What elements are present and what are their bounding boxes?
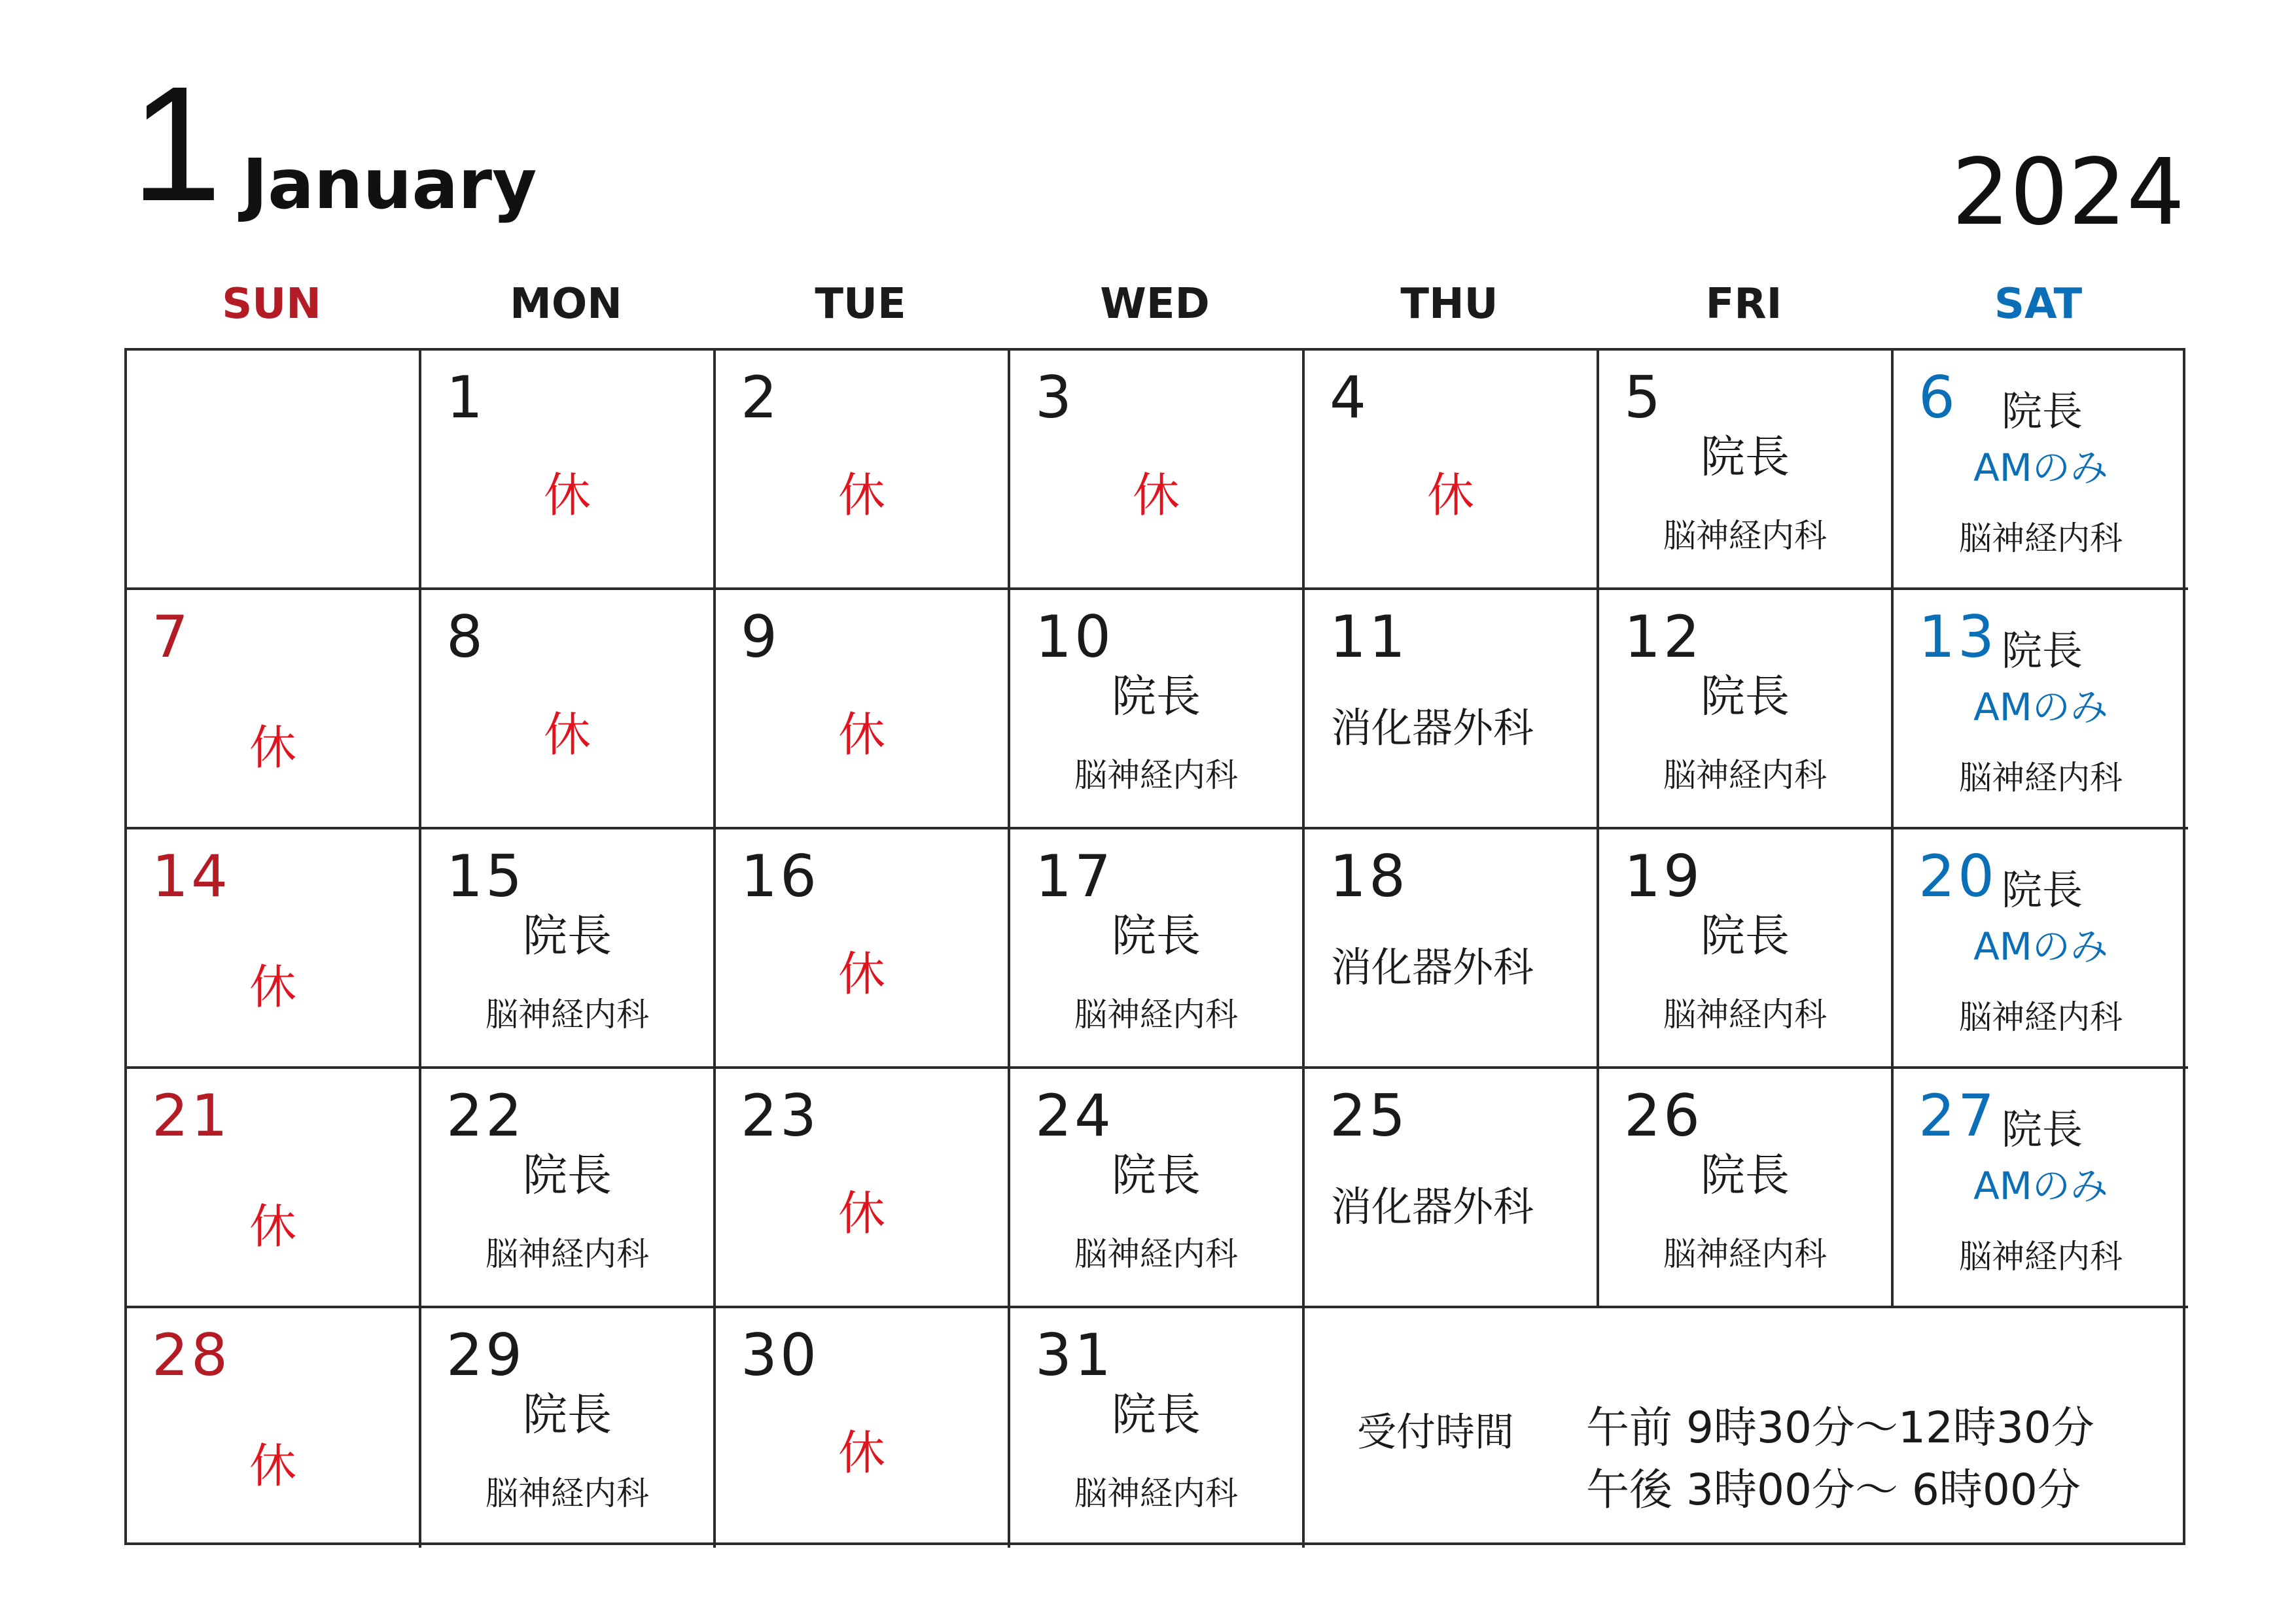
day-number: 2 bbox=[741, 364, 780, 431]
department-label: 脳神経内科 bbox=[1663, 756, 1827, 794]
weekday-sun: SUN bbox=[222, 280, 321, 328]
doctor-label: 院長 bbox=[1700, 1150, 1790, 1202]
department-label: 脳神経内科 bbox=[486, 996, 649, 1034]
department-label: 脳神経内科 bbox=[1663, 1235, 1827, 1273]
month-name: January bbox=[242, 145, 537, 224]
day-cell bbox=[1010, 1069, 1305, 1308]
day-cell bbox=[716, 829, 1010, 1069]
closed-mark: 休 bbox=[543, 468, 591, 523]
closed-mark: 休 bbox=[838, 707, 885, 762]
day-number: 22 bbox=[446, 1082, 525, 1149]
closed-mark: 休 bbox=[249, 1438, 296, 1493]
department-label: 消化器外科 bbox=[1331, 943, 1534, 991]
day-number: 18 bbox=[1330, 843, 1408, 910]
day-cell bbox=[127, 829, 421, 1069]
doctor-label: 院長 bbox=[522, 911, 612, 962]
day-number: 28 bbox=[152, 1321, 230, 1389]
department-label: 消化器外科 bbox=[1331, 704, 1534, 752]
doctor-label: 院長 bbox=[1111, 911, 1201, 962]
department-label: 脳神経内科 bbox=[1959, 1238, 2123, 1276]
day-number: 26 bbox=[1624, 1082, 1703, 1149]
day-number: 30 bbox=[741, 1321, 819, 1389]
day-number: 23 bbox=[741, 1082, 819, 1149]
day-number: 17 bbox=[1035, 843, 1114, 910]
day-number: 29 bbox=[446, 1321, 525, 1389]
day-number: 9 bbox=[741, 603, 780, 670]
closed-mark: 休 bbox=[838, 947, 885, 1001]
department-label: 脳神経内科 bbox=[486, 1235, 649, 1273]
department-label: 脳神経内科 bbox=[1663, 996, 1827, 1034]
am-only-note: AMのみ bbox=[1973, 924, 2108, 969]
closed-mark: 休 bbox=[543, 707, 591, 762]
department-label: 脳神経内科 bbox=[486, 1474, 649, 1512]
day-number: 5 bbox=[1624, 364, 1663, 431]
day-number: 12 bbox=[1624, 603, 1703, 670]
day-number: 24 bbox=[1035, 1082, 1114, 1149]
day-number: 21 bbox=[152, 1082, 230, 1149]
doctor-label: 院長 bbox=[1111, 671, 1201, 723]
day-cell bbox=[127, 590, 421, 829]
department-label: 脳神経内科 bbox=[1959, 759, 2123, 797]
day-cell bbox=[421, 1069, 716, 1308]
month-number: 1 bbox=[131, 52, 222, 235]
department-label: 消化器外科 bbox=[1331, 1183, 1534, 1230]
day-number: 31 bbox=[1035, 1321, 1114, 1389]
day-cell bbox=[1894, 829, 2188, 1069]
day-cell bbox=[1599, 829, 1894, 1069]
day-cell bbox=[716, 1308, 1010, 1548]
day-number: 3 bbox=[1035, 364, 1074, 431]
day-cell bbox=[1599, 590, 1894, 829]
doctor-label: 院長 bbox=[2002, 866, 2083, 914]
weekday-sat: SAT bbox=[1994, 280, 2083, 328]
day-number: 6 bbox=[1918, 364, 1958, 431]
department-label: 脳神経内科 bbox=[1074, 1235, 1238, 1273]
closed-mark: 休 bbox=[249, 720, 296, 775]
day-cell bbox=[421, 1308, 716, 1548]
day-cell bbox=[716, 351, 1010, 590]
day-cell bbox=[1305, 1069, 1599, 1308]
am-only-note: AMのみ bbox=[1973, 685, 2108, 729]
am-only-note: AMのみ bbox=[1973, 445, 2108, 490]
day-cell bbox=[1305, 829, 1599, 1069]
closed-mark: 休 bbox=[1132, 468, 1180, 523]
day-cell bbox=[1010, 829, 1305, 1069]
day-cell bbox=[127, 1308, 421, 1548]
day-cell bbox=[1305, 590, 1599, 829]
day-cell bbox=[1010, 1308, 1305, 1548]
day-cell bbox=[421, 351, 716, 590]
day-number: 1 bbox=[446, 364, 486, 431]
reception-hours-label: 受付時間 bbox=[1357, 1410, 1514, 1455]
am-only-note: AMのみ bbox=[1973, 1164, 2108, 1208]
day-cell bbox=[1599, 1069, 1894, 1308]
doctor-label: 院長 bbox=[2002, 1105, 2083, 1153]
reception-hours-panel bbox=[1305, 1308, 2188, 1548]
closed-mark: 休 bbox=[838, 468, 885, 523]
day-cell bbox=[1894, 590, 2188, 829]
day-number: 8 bbox=[446, 603, 486, 670]
day-cell bbox=[127, 1069, 421, 1308]
day-number: 10 bbox=[1035, 603, 1114, 670]
year: 2024 bbox=[1951, 139, 2185, 246]
department-label: 脳神経内科 bbox=[1074, 996, 1238, 1034]
closed-mark: 休 bbox=[249, 960, 296, 1015]
department-label: 脳神経内科 bbox=[1074, 1474, 1238, 1512]
department-label: 脳神経内科 bbox=[1074, 756, 1238, 794]
day-number: 13 bbox=[1918, 603, 1997, 670]
day-number: 15 bbox=[446, 843, 525, 910]
doctor-label: 院長 bbox=[522, 1150, 612, 1202]
day-number: 14 bbox=[152, 843, 230, 910]
day-cell bbox=[716, 1069, 1010, 1308]
closed-mark: 休 bbox=[838, 1186, 885, 1241]
calendar-grid bbox=[124, 348, 2185, 1545]
day-cell bbox=[1894, 351, 2188, 590]
day-cell bbox=[421, 590, 716, 829]
day-number: 7 bbox=[152, 603, 191, 670]
day-number: 4 bbox=[1330, 364, 1369, 431]
day-cell bbox=[1599, 351, 1894, 590]
closed-mark: 休 bbox=[1426, 468, 1474, 523]
weekday-mon: MON bbox=[510, 280, 622, 328]
day-number: 16 bbox=[741, 843, 819, 910]
department-label: 脳神経内科 bbox=[1959, 519, 2123, 557]
doctor-label: 院長 bbox=[522, 1389, 612, 1441]
department-label: 脳神経内科 bbox=[1959, 998, 2123, 1036]
day-cell bbox=[1894, 1069, 2188, 1308]
doctor-label: 院長 bbox=[2002, 387, 2083, 435]
day-number: 25 bbox=[1330, 1082, 1408, 1149]
doctor-label: 院長 bbox=[2002, 627, 2083, 674]
day-number: 11 bbox=[1330, 603, 1408, 670]
weekday-fri: FRI bbox=[1705, 280, 1782, 328]
day-cell bbox=[716, 590, 1010, 829]
day-cell bbox=[1010, 351, 1305, 590]
morning-hours: 午前 9時30分～12時30分 bbox=[1586, 1402, 2094, 1453]
weekday-header-row bbox=[124, 275, 2185, 334]
afternoon-hours: 午後 3時00分～ 6時00分 bbox=[1586, 1465, 2081, 1515]
day-cell-empty bbox=[127, 351, 421, 590]
day-cell bbox=[421, 829, 716, 1069]
doctor-label: 院長 bbox=[1700, 671, 1790, 723]
day-cell bbox=[1010, 590, 1305, 829]
day-number: 19 bbox=[1624, 843, 1703, 910]
doctor-label: 院長 bbox=[1700, 911, 1790, 962]
doctor-label: 院長 bbox=[1700, 432, 1790, 483]
department-label: 脳神経内科 bbox=[1663, 517, 1827, 555]
weekday-thu: THU bbox=[1400, 280, 1498, 328]
day-number: 20 bbox=[1918, 843, 1997, 910]
day-cell bbox=[1305, 351, 1599, 590]
closed-mark: 休 bbox=[838, 1425, 885, 1480]
closed-mark: 休 bbox=[249, 1199, 296, 1254]
weekday-tue: TUE bbox=[815, 280, 906, 328]
doctor-label: 院長 bbox=[1111, 1389, 1201, 1441]
doctor-label: 院長 bbox=[1111, 1150, 1201, 1202]
weekday-wed: WED bbox=[1100, 280, 1210, 328]
day-number: 27 bbox=[1918, 1082, 1997, 1149]
